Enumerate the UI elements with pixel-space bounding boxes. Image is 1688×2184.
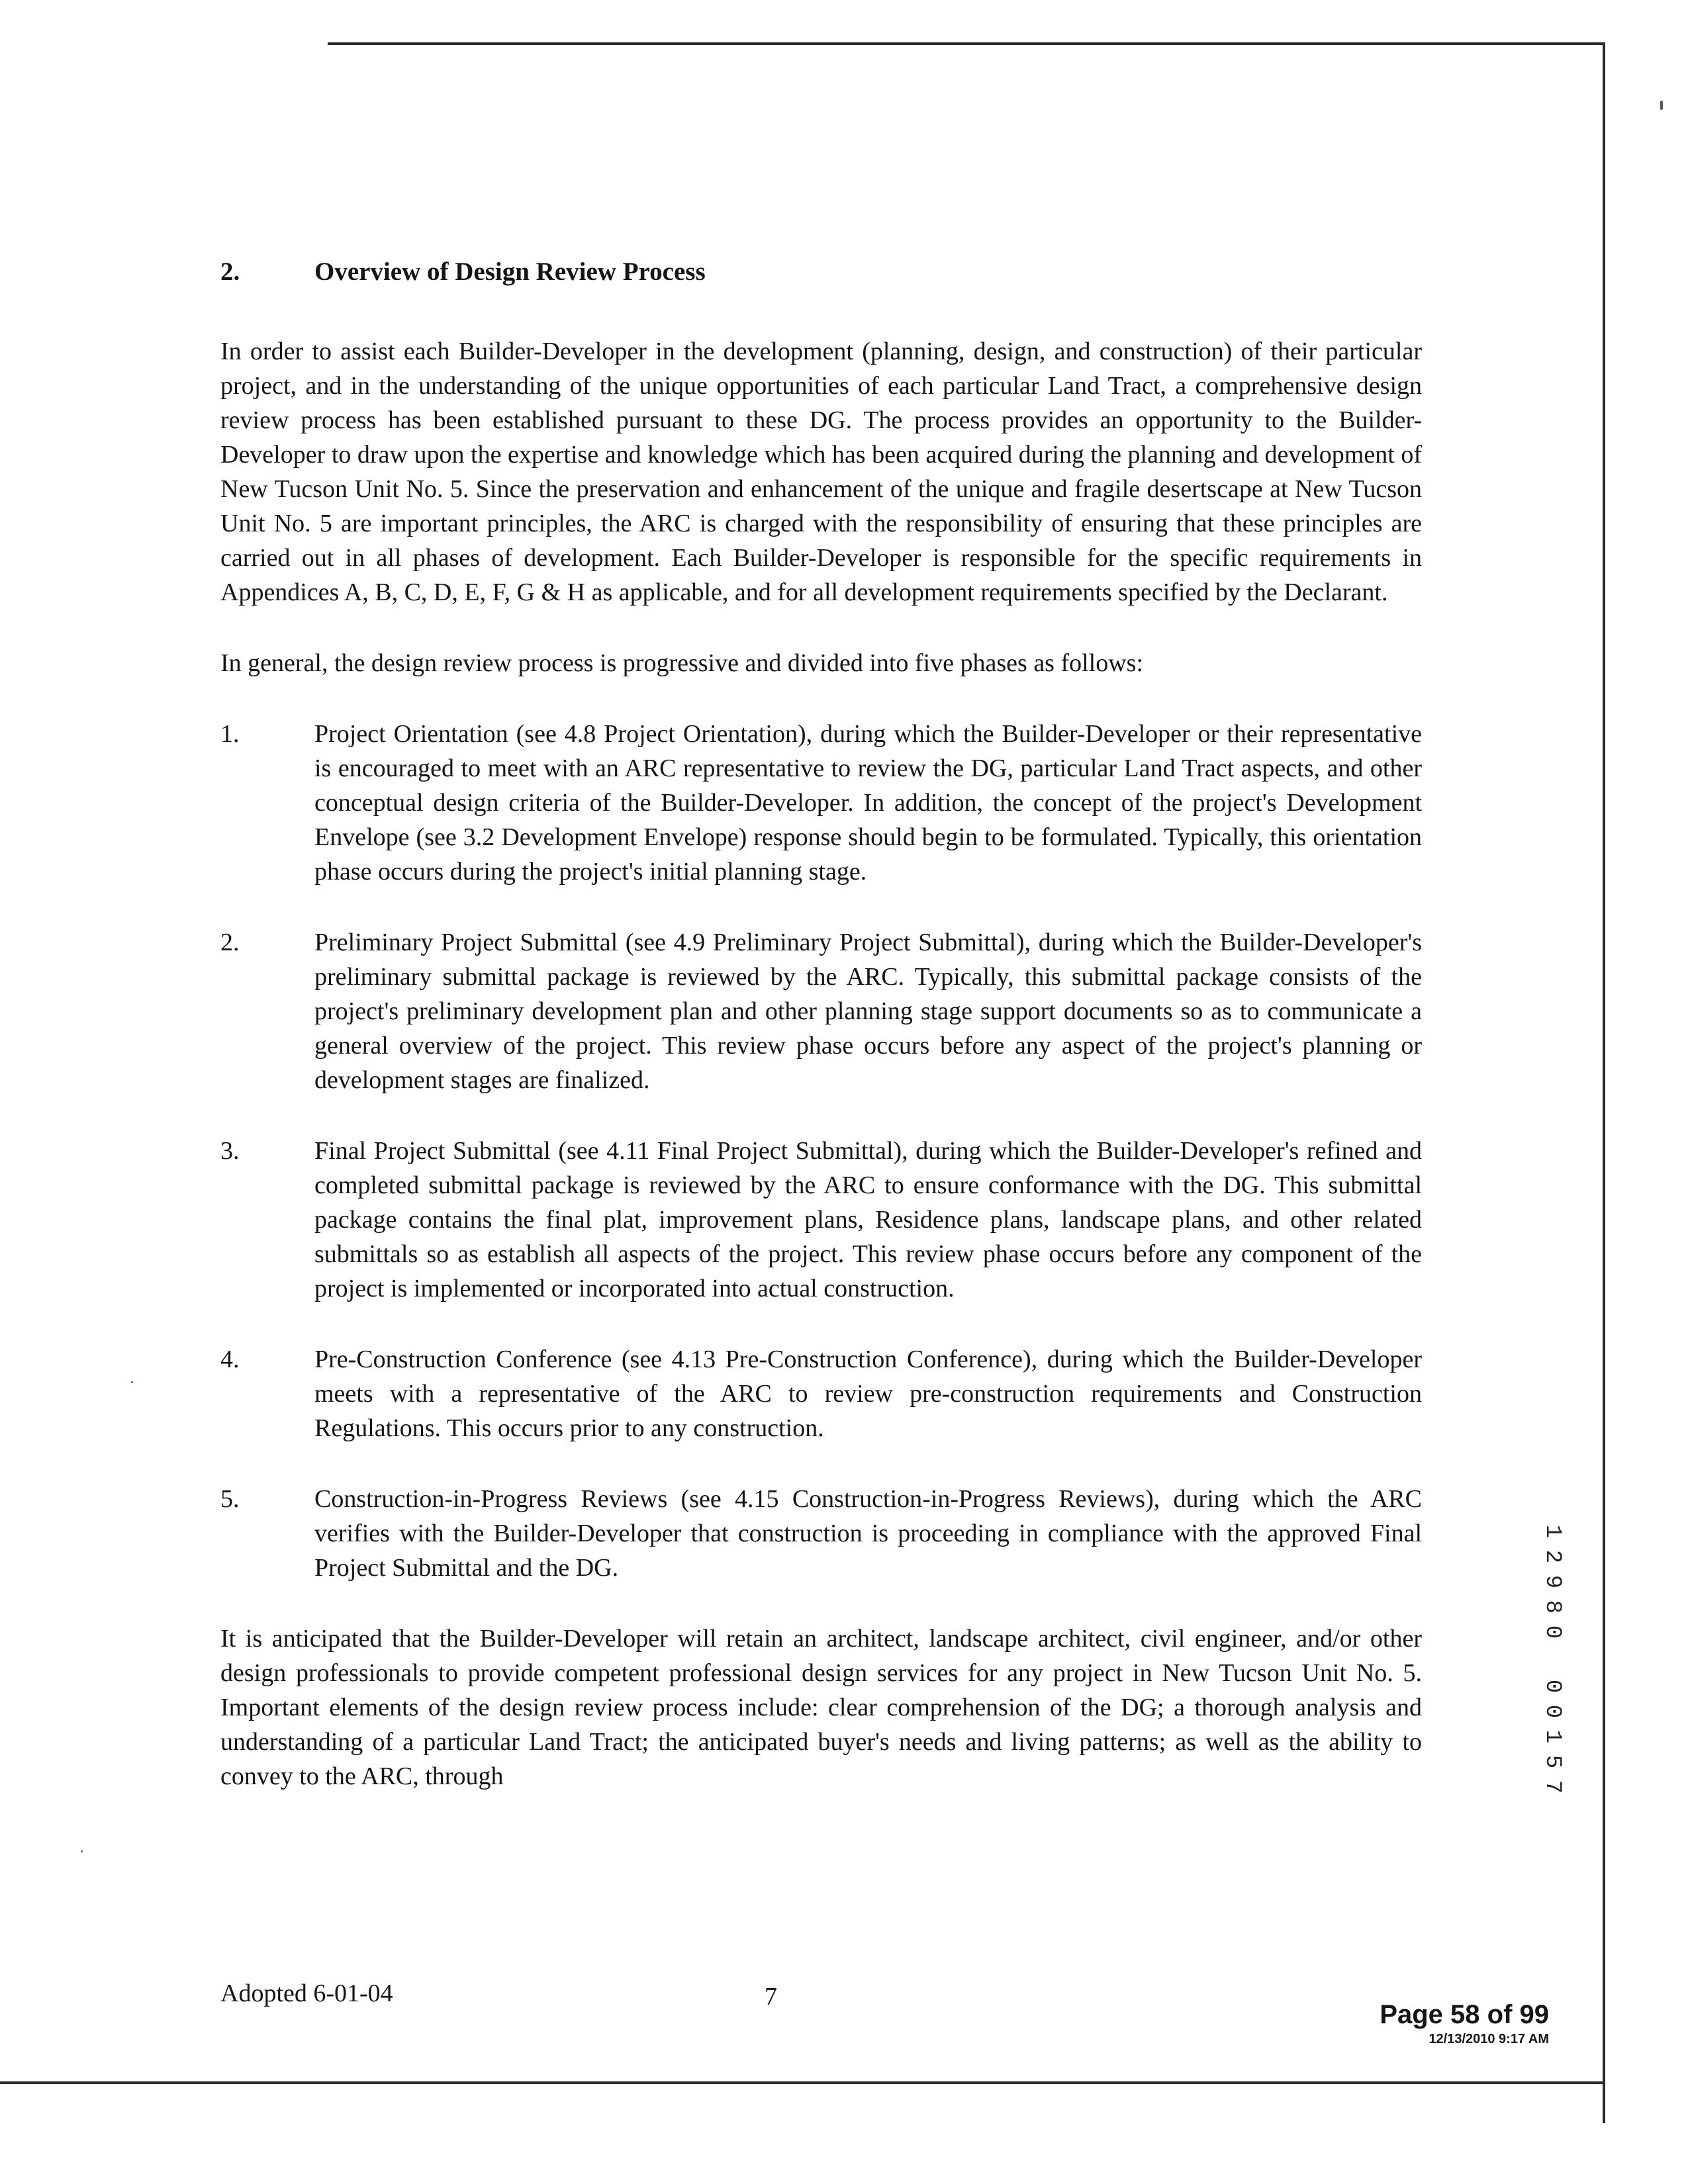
phase-item — [220, 717, 1422, 889]
phase-text: Project Orientation (see 4.8 Project Orientation), during which the Builder-Developer or their representative is encouraged to meet with an ARC representative to review the DG, particular Land Tract aspects, and other conceptual design criteria of the Builder-Developer. In addition, the concept of the project's Development Envelope (see 3.2 Development Envelope) response should begin to be formulated. Typically, this orientation phase occurs during the project's initial planning stage. — [314, 720, 1422, 886]
closing-paragraph: It is anticipated that the Builder-Developer will retain an architect, landscape architect, civil engineer, and/or other design professionals to provide competent professional design services for any project in New Tucson Unit No. 5. Important elements of the design review process include: clear comprehension of the DG; a thorough analysis and understanding of a particular Land Tract; the anticipated buyer's needs and living patterns; as well as the ability to convey to the ARC, through — [220, 1625, 1422, 1790]
phase-number: 4. — [220, 1345, 240, 1373]
code-digit: 7 — [1540, 1780, 1565, 1794]
section-number: 2. — [220, 257, 240, 286]
top-border-line — [328, 42, 1605, 45]
bottom-border-line — [0, 2081, 1605, 2084]
scan-speck — [131, 1381, 133, 1383]
section-heading — [220, 255, 1422, 289]
phase-text: Preliminary Project Submittal (see 4.9 Preliminary Project Submittal), during which the Builder-Developer's preliminary submittal package is reviewed by the ARC. Typically, this submittal package consists of the project's preliminary development plan and other planning stage support documents so as to communicate a general overview of the project. This review phase occurs before any aspect of the project's planning or development stages are finalized. — [314, 929, 1422, 1094]
phase-number: 5. — [220, 1485, 240, 1513]
section-title: Overview of Design Review Process — [314, 257, 706, 286]
phase-number: 1. — [220, 720, 240, 748]
timestamp-stamp: 12/13/2010 9:17 AM — [1429, 2032, 1549, 2046]
phase-number: 2. — [220, 929, 240, 956]
phase-item — [220, 1134, 1422, 1306]
phase-list — [220, 717, 1422, 1585]
code-digit: 0 — [1540, 1625, 1565, 1639]
main-content — [220, 255, 1422, 1830]
code-digit: 1 — [1540, 1524, 1565, 1539]
side-document-code — [1536, 1519, 1569, 1799]
code-digit: 0 — [1540, 1679, 1565, 1694]
code-digit: 2 — [1540, 1549, 1565, 1564]
phase-item — [220, 1482, 1422, 1585]
right-border-line — [1603, 45, 1605, 2123]
scan-speck — [81, 1850, 83, 1852]
phase-item — [220, 1342, 1422, 1445]
phase-text: Pre-Construction Conference (see 4.13 Pre-Construction Conference), during which the Builder-Developer meets with a representative of the ARC to review pre-construction requirements and Construction Regulations. This occurs prior to any construction. — [314, 1345, 1422, 1442]
intro-paragraph: In order to assist each Builder-Developer in the development (planning, design, and construction) of their particular project, and in the understanding of the unique opportunities of each particular Land Tract, a comprehensive design review process has been established pursuant to these DG. The process provides an opportunity to the Builder-Developer to draw upon the expertise and knowledge which has been acquired during the planning and development of New Tucson Unit No. 5. Since the preservation and enhancement of the unique and fragile desertscape at New Tucson Unit No. 5 are important principles, the ARC is charged with the responsibility of ensuring that these principles are carried out in all phases of development. Each Builder-Developer is responsible for the specific requirements in Appendices A, B, C, D, E, F, G & H as applicable, and for all development requirements specified by the Declarant. — [220, 338, 1422, 606]
page-count-stamp: Page 58 of 99 — [1380, 2000, 1549, 2029]
scan-speck — [1660, 101, 1663, 110]
adopted-date: Adopted 6-01-04 — [220, 1979, 393, 2007]
phase-item — [220, 925, 1422, 1097]
code-digit: 8 — [1540, 1600, 1565, 1614]
page-number: 7 — [765, 1983, 777, 2011]
phase-text: Final Project Submittal (see 4.11 Final Project Submittal), during which the Builder-Developer's refined and completed submittal package is reviewed by the ARC to ensure conformance with the DG. This submittal package contains the final plat, improvement plans, Residence plans, landscape plans, and other related submittals so as establish all aspects of the project. This review phase occurs before any component of the project is implemented or incorporated into actual construction. — [314, 1137, 1422, 1302]
phase-number: 3. — [220, 1137, 240, 1165]
lead-in-paragraph: In general, the design review process is progressive and divided into five phases as follows: — [220, 649, 1144, 677]
phase-text: Construction-in-Progress Reviews (see 4.15 Construction-in-Progress Reviews), during which the ARC verifies with the Builder-Developer that construction is proceeding in compliance with the approved Final Project Submittal and the DG. — [314, 1485, 1422, 1582]
code-digit: 9 — [1540, 1574, 1565, 1589]
code-digit: 1 — [1540, 1729, 1565, 1744]
code-digit: 5 — [1540, 1754, 1565, 1769]
code-digit: 0 — [1540, 1704, 1565, 1719]
